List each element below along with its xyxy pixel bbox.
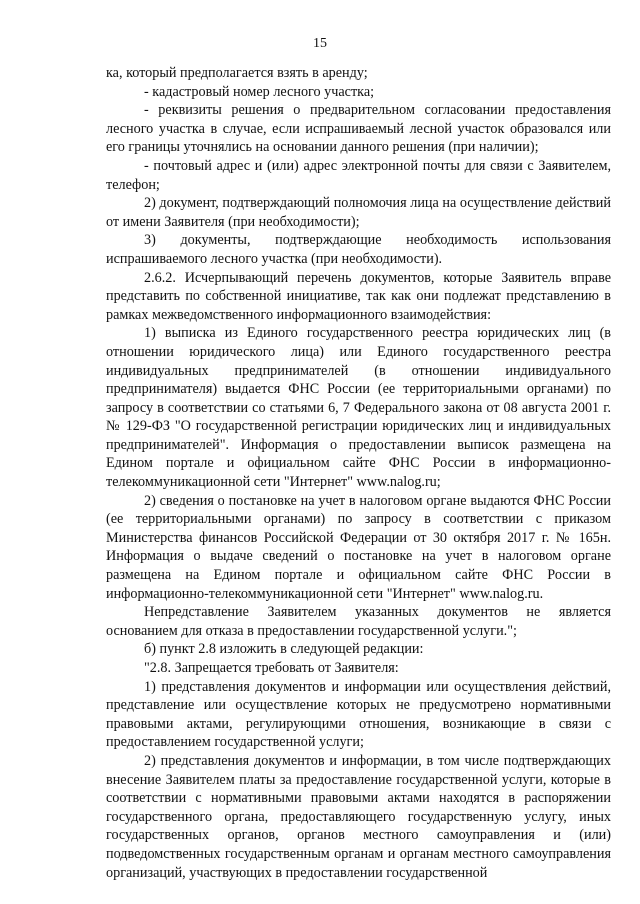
paragraph: ка, который предполагается взять в аренду;: [106, 65, 368, 81]
paragraph: "2.8. Запрещается требовать от Заявителя:: [144, 660, 399, 676]
paragraph: 1) выписка из Единого государственного реестра юридических лиц (в отношении юридического лица) или Единого государственного реестра индивидуальных предпринимателей (в отношении индивидуального предпринимателя) выдается ФНС России (ее территориальными органами) по запросу в соответствии со статьями 6, 7 Федерального закона от 08 августа 2001 г. № 129-ФЗ "О государственной регистрации юридических лиц и индивидуальных предпринимателей". Информация о предоставлении выписок размещена на Едином портале и официальном сайте ФНС России в информационно-телекоммуникационной сети "Интернет" www.nalog.ru;: [106, 325, 611, 491]
paragraph: 2) представления документов и информации, в том числе подтверждающих внесение Заявителем платы за предоставление государственной услуги, которые в соответствии с нормативными правовыми актами находятся в распоряжении государственного органа, предоставляющего государственную услугу, иных государственных органов, органов местного самоуправления и (или) подведомственных государственным органам и органам местного самоуправления организаций, участвующих в предоставлении государственной: [106, 752, 611, 881]
paragraph: - кадастровый номер лесного участка;: [144, 83, 375, 100]
page-number: 15: [313, 36, 327, 51]
paragraph: Непредставление Заявителем указанных документов не является основанием для отказа в предоставлении государственной услуги.";: [106, 604, 611, 639]
paragraph: - реквизиты решения о предварительном согласовании предоставления лесного участка в случае, если испрашиваемый лесной участок образовался или его границы уточнялись на основании данного решения (при наличии);: [106, 102, 611, 156]
paragraph: 2) документ, подтверждающий полномочия лица на осуществление действий от имени Заявителя (при необходимости);: [106, 195, 611, 230]
document-body: [106, 64, 611, 882]
paragraph: 1) представления документов и информации или осуществления действий, представление или осуществление которых не предусмотрено нормативными правовыми актами, регулирующими отношения, возникающие в связи с предоставлением государственной услуги;: [106, 678, 611, 751]
paragraph: б) пункт 2.8 изложить в следующей редакции:: [144, 641, 424, 658]
paragraph: - почтовый адрес и (или) адрес электронной почты для связи с Заявителем, телефон;: [106, 157, 611, 193]
paragraph: 2) сведения о постановке на учет в налоговом органе выдаются ФНС России (ее территориальными органами) по запросу в соответствии с приказом Министерства финансов Российской Федерации от 30 октября 2017 г. № 165н. Информация о выдаче сведений о постановке на учет в налоговом органе размещена на Едином портале и официальном сайте ФНС России в информационно-телекоммуникационной сети "Интернет" www.nalog.ru.: [106, 492, 611, 602]
paragraph: 2.6.2. Исчерпывающий перечень документов, которые Заявитель вправе представить по собственной инициативе, так как они подлежат представлению в рамках межведомственного информационного взаимодействия:: [106, 269, 611, 323]
paragraph: 3) документы, подтверждающие необходимость использования испрашиваемого лесного участка (при необходимости).: [106, 232, 611, 267]
